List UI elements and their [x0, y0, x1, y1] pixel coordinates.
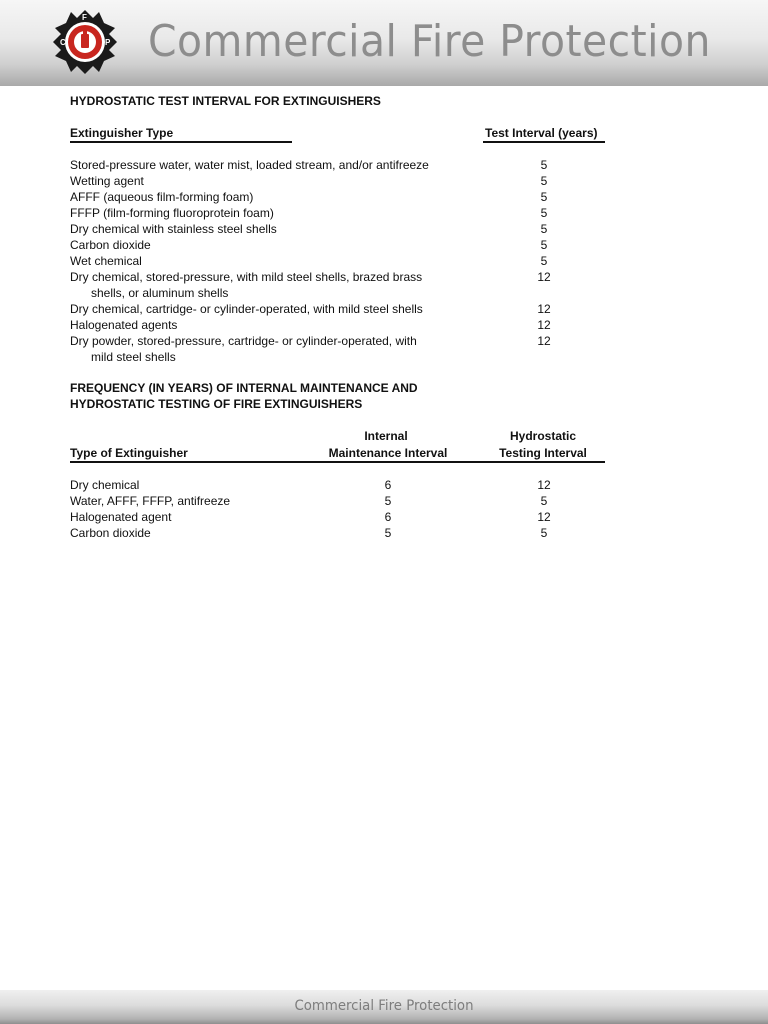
row-interval: 5	[540, 206, 548, 220]
row-type: Carbon dioxide	[70, 238, 151, 252]
row-maintenance: 6	[384, 510, 392, 524]
row-hydrostatic: 12	[537, 510, 551, 524]
row-hydrostatic: 12	[537, 478, 551, 492]
col-header-type-of-extinguisher: Type of Extinguisher	[70, 446, 188, 460]
row-maintenance: 5	[384, 494, 392, 508]
logo-letter-f: F	[82, 13, 87, 22]
row-type: Wet chemical	[70, 254, 142, 268]
row-interval: 12	[537, 302, 551, 316]
col-header-maintenance-interval: Maintenance Interval	[328, 446, 448, 460]
logo-letter-c: C	[60, 38, 66, 47]
section2-title-line1: FREQUENCY (IN YEARS) OF INTERNAL MAINTENANCE AND	[70, 381, 418, 395]
row-interval: 5	[540, 190, 548, 204]
row-type: Dry chemical	[70, 478, 140, 492]
section1-title: HYDROSTATIC TEST INTERVAL FOR EXTINGUISHERS	[70, 94, 381, 108]
header-underline	[483, 141, 605, 143]
header-underline	[70, 461, 605, 463]
row-interval: 5	[540, 238, 548, 252]
row-type-continuation: mild steel shells	[91, 350, 176, 364]
row-interval: 12	[537, 318, 551, 332]
row-interval: 5	[540, 174, 548, 188]
row-type: Dry powder, stored-pressure, cartridge- or cylinder-operated, with	[70, 334, 417, 348]
row-type: Dry chemical with stainless steel shells	[70, 222, 277, 236]
row-type-continuation: shells, or aluminum shells	[91, 286, 229, 300]
row-type: Dry chemical, cartridge- or cylinder-operated, with mild steel shells	[70, 302, 423, 316]
row-interval: 5	[540, 158, 548, 172]
logo-letter-p: P	[105, 38, 111, 47]
row-type: Halogenated agents	[70, 318, 178, 332]
row-maintenance: 6	[384, 478, 392, 492]
header-underline	[70, 141, 292, 143]
row-type: Halogenated agent	[70, 510, 172, 524]
row-type: FFFP (film-forming fluoroprotein foam)	[70, 206, 274, 220]
row-hydrostatic: 5	[540, 526, 548, 540]
section2-title-line2: HYDROSTATIC TESTING OF FIRE EXTINGUISHERS	[70, 397, 363, 411]
row-type: Dry chemical, stored-pressure, with mild steel shells, brazed brass	[70, 270, 423, 284]
page-footer	[0, 990, 768, 1024]
col-header-internal: Internal	[364, 429, 408, 443]
row-interval: 5	[540, 222, 548, 236]
row-interval: 12	[537, 334, 551, 348]
col-header-testing-interval: Testing Interval	[499, 446, 587, 460]
row-interval: 5	[540, 254, 548, 268]
row-type: Water, AFFF, FFFP, antifreeze	[70, 494, 231, 508]
col-header-extinguisher-type: Extinguisher Type	[70, 126, 174, 140]
brand-title: Commercial Fire Protection	[148, 16, 711, 67]
maltese-cross-logo-icon	[52, 9, 118, 75]
row-type: Stored-pressure water, water mist, loaded stream, and/or antifreeze	[70, 158, 429, 172]
col-header-test-interval: Test Interval (years)	[485, 126, 598, 140]
row-hydrostatic: 5	[540, 494, 548, 508]
row-maintenance: 5	[384, 526, 392, 540]
row-type: Carbon dioxide	[70, 526, 151, 540]
row-type: AFFF (aqueous film-forming foam)	[70, 190, 254, 204]
row-type: Wetting agent	[70, 174, 144, 188]
row-interval: 12	[537, 270, 551, 284]
footer-brand-text: Commercial Fire Protection	[294, 998, 474, 1014]
col-header-hydrostatic: Hydrostatic	[509, 429, 577, 443]
page-header	[0, 0, 768, 86]
